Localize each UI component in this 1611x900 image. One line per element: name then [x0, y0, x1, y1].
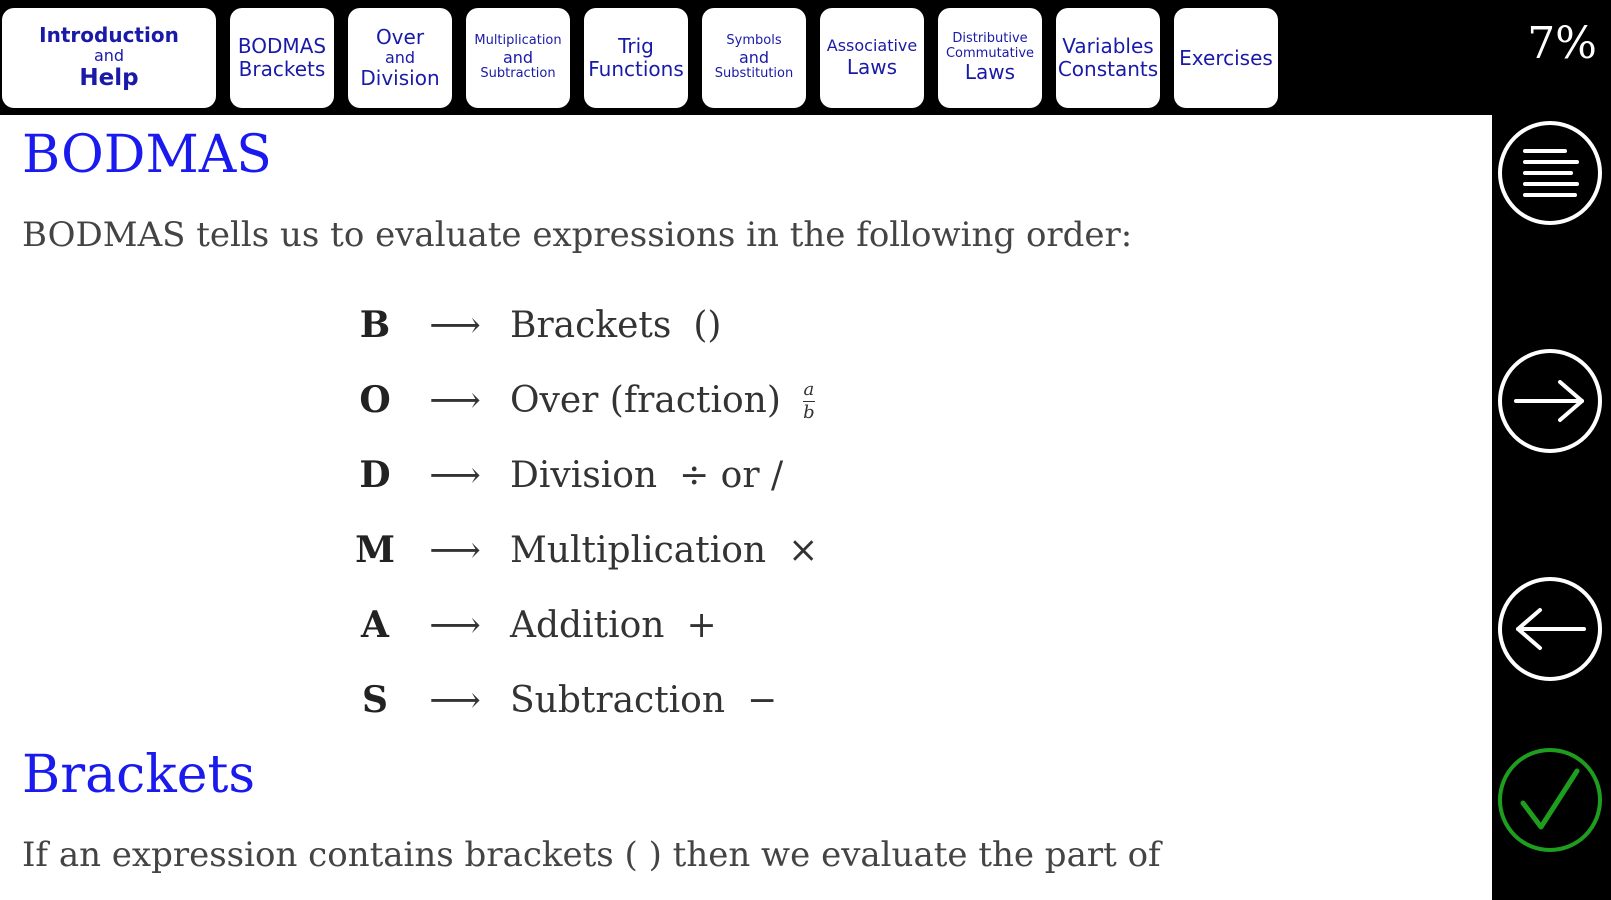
bodmas-word: Brackets	[510, 304, 672, 346]
tab-label-line: Multiplication	[474, 32, 562, 48]
tab-label-line: Commutative	[945, 45, 1035, 61]
right-control-bar	[1492, 115, 1611, 900]
checkmark-icon	[1515, 765, 1585, 835]
bodmas-row	[340, 595, 717, 655]
bodmas-row	[340, 445, 783, 505]
tab-over-division[interactable]	[348, 8, 452, 108]
bodmas-symbol: +	[686, 604, 717, 646]
content-area[interactable]	[0, 115, 1492, 900]
tab-label-line: Constants	[1057, 57, 1159, 81]
check-button[interactable]	[1498, 748, 1602, 852]
progress-percent: 7%	[1527, 18, 1597, 69]
bodmas-letter: M	[355, 529, 395, 571]
tab-label-line: Laws	[964, 60, 1016, 85]
arrow-left-icon	[1510, 604, 1590, 654]
bodmas-row	[340, 520, 818, 580]
bodmas-word: Over (fraction)	[510, 379, 781, 421]
tab-exercises[interactable]	[1174, 8, 1278, 108]
tab-label-line: Distributive	[952, 30, 1028, 46]
tab-label-line: Division	[360, 66, 440, 91]
arrow-icon: ⟶	[429, 679, 481, 721]
bodmas-word: Multiplication	[510, 529, 767, 571]
tab-label-line: and	[384, 47, 416, 67]
tab-symbols-substitution[interactable]	[702, 8, 806, 108]
tab-label-line: Functions	[588, 57, 684, 81]
section-heading-brackets: Brackets	[22, 745, 256, 805]
tab-multiplication-subtraction[interactable]	[466, 8, 570, 108]
tab-label-line: and	[93, 46, 125, 66]
tab-label-line: Laws	[846, 54, 898, 79]
tab-variables-constants[interactable]	[1056, 8, 1160, 108]
bodmas-symbol: ÷ or /	[679, 454, 784, 496]
tab-label-line: Variables	[1062, 34, 1154, 58]
arrow-right-icon	[1510, 376, 1590, 426]
bodmas-row	[340, 670, 777, 730]
tab-label-line: Help	[79, 65, 139, 92]
arrow-icon: ⟶	[429, 379, 481, 421]
page-title: BODMAS	[22, 125, 272, 185]
fraction-numerator: a	[803, 378, 815, 400]
tab-trig-functions[interactable]	[584, 8, 688, 108]
menu-lines-icon	[1515, 143, 1585, 203]
bodmas-word: Addition	[510, 604, 665, 646]
bodmas-letter: O	[359, 379, 391, 421]
bodmas-letter: B	[359, 304, 391, 346]
tab-label-line: Brackets	[238, 57, 326, 81]
intro-text: BODMAS tells us to evaluate expressions in the following order:	[22, 215, 1133, 255]
tab-label-line: Over	[375, 24, 425, 49]
bodmas-symbol	[781, 378, 815, 422]
bodmas-symbol: ×	[788, 529, 819, 571]
brackets-text: If an expression contains brackets ( ) then we evaluate the part of	[22, 835, 1161, 875]
tab-label-line: Introduction	[39, 23, 179, 48]
next-button[interactable]	[1498, 349, 1602, 453]
bodmas-symbol: −	[747, 679, 778, 721]
tab-bodmas-brackets[interactable]	[230, 8, 334, 108]
bodmas-symbol: ()	[693, 304, 722, 346]
tab-label-line: Subtraction	[480, 66, 556, 82]
back-button[interactable]	[1498, 577, 1602, 681]
tab-label-line: and	[502, 47, 534, 67]
tab-label-line: BODMAS	[237, 34, 327, 58]
bodmas-word: Subtraction	[510, 679, 726, 721]
bodmas-letter: A	[361, 604, 389, 646]
fraction-denominator: b	[803, 401, 815, 423]
tab-label-line: Exercises	[1179, 45, 1273, 70]
tab-label-line: Symbols	[726, 32, 782, 48]
tab-distributive-commutative-laws[interactable]	[938, 8, 1042, 108]
bodmas-letter: D	[359, 454, 391, 496]
arrow-icon: ⟶	[429, 454, 481, 496]
menu-button[interactable]	[1498, 121, 1602, 225]
bodmas-word: Division	[510, 454, 658, 496]
top-tab-bar	[0, 0, 1611, 115]
tab-label-line: Substitution	[714, 66, 794, 82]
tab-label-line: Trig	[618, 34, 654, 58]
arrow-icon: ⟶	[429, 604, 481, 646]
tab-introduction-help[interactable]	[2, 8, 216, 108]
fraction-symbol	[803, 378, 815, 423]
arrow-icon: ⟶	[429, 304, 481, 346]
bodmas-row	[340, 370, 815, 430]
bodmas-row	[340, 295, 721, 355]
tab-associative-laws[interactable]	[820, 8, 924, 108]
tab-label-line: and	[738, 47, 770, 67]
bodmas-letter: S	[362, 679, 388, 721]
tab-label-line: Associative	[826, 36, 918, 56]
arrow-icon: ⟶	[429, 529, 481, 571]
